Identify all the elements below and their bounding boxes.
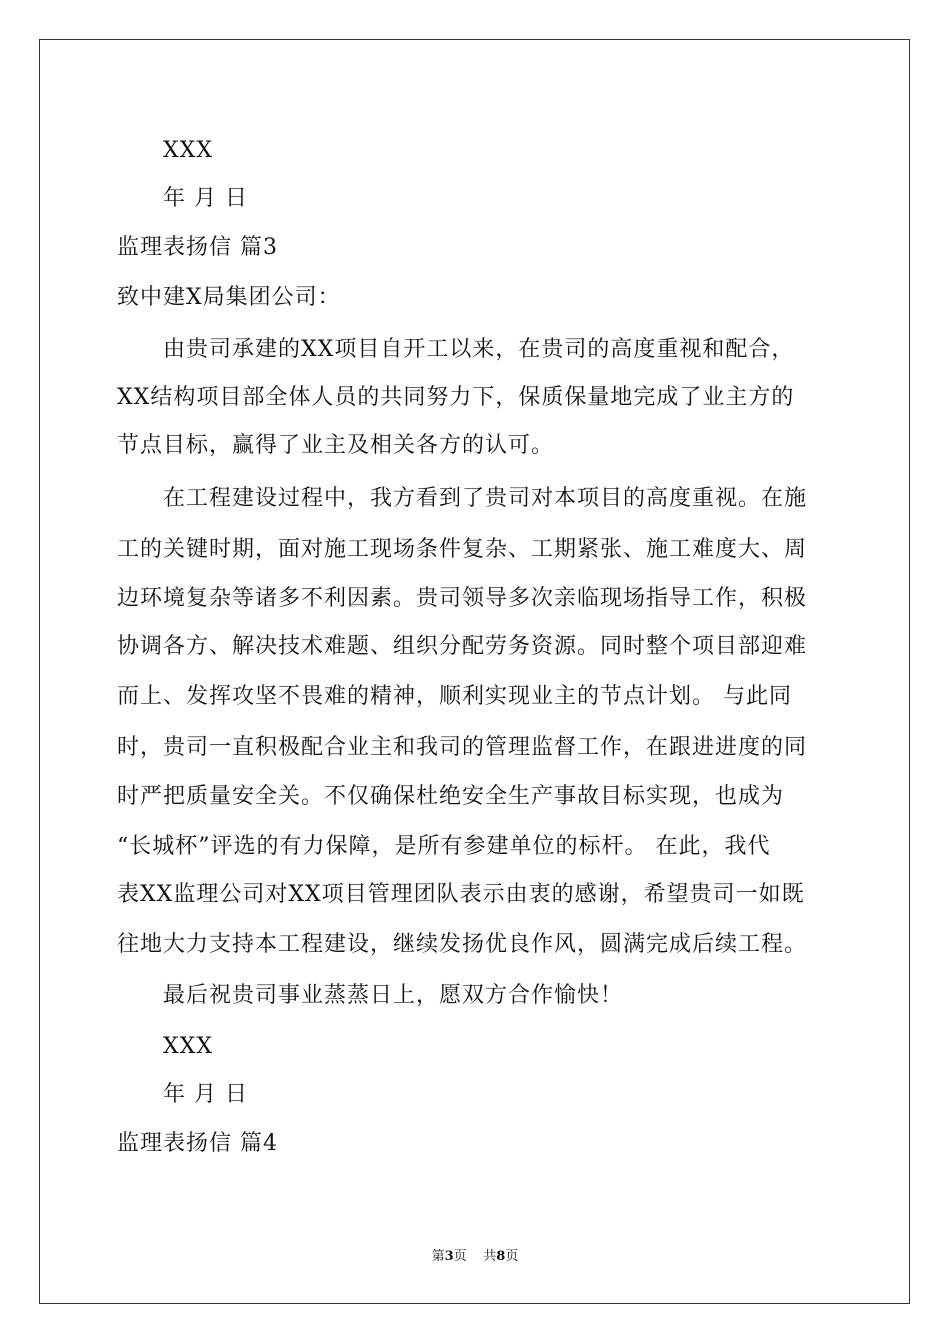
closing-wish: 最后祝贵司事业蒸蒸日上，愿双方合作愉快！ <box>163 983 624 1008</box>
paragraph-line: 而上、发挥攻坚不畏难的精神，顺利实现业主的节点计划。 与此同 <box>117 684 792 709</box>
paragraph-line: 工的关键时期，面对施工现场条件复杂、工期紧张、施工难度大、周 <box>117 537 808 562</box>
signature-line: XXX <box>163 138 213 163</box>
paragraph-line: 往地大力支持本工程建设，继续发扬优良作风，圆满完成后续工程。 <box>117 932 808 957</box>
paragraph-line: “长城杯”评选的有力保障，是所有参建单位的标杆。 在此，我代 <box>117 834 771 859</box>
date-line: 年 月 日 <box>163 186 248 211</box>
paragraph-line: 由贵司承建的XX项目自开工以来，在贵司的高度重视和配合， <box>163 337 795 362</box>
page-border <box>39 39 910 1304</box>
paragraph-line: 在工程建设过程中，我方看到了贵司对本项目的高度重视。在施 <box>163 486 808 511</box>
date-line: 年 月 日 <box>163 1082 248 1107</box>
paragraph-line: 协调各方、解决技术难题、组织分配劳务资源。同时整个项目部迎难 <box>117 634 808 659</box>
section-heading: 监理表扬信 篇3 <box>117 235 278 260</box>
page-prefix: 第 <box>431 1249 445 1264</box>
paragraph-line: 时，贵司一直积极配合业主和我司的管理监督工作，在跟进进度的同 <box>117 735 808 760</box>
paragraph-line: 时严把质量安全关。不仅确保杜绝安全生产事故目标实现，也成为 <box>117 784 785 809</box>
page-suffix: 页 <box>453 1249 467 1264</box>
total-suffix: 页 <box>505 1249 519 1264</box>
signature-line: XXX <box>163 1034 213 1059</box>
page-footer <box>0 1248 950 1266</box>
salutation: 致中建X局集团公司： <box>117 285 341 310</box>
paragraph-line: 边环境复杂等诸多不利因素。贵司领导多次亲临现场指导工作，积极 <box>117 586 808 611</box>
section-heading: 监理表扬信 篇4 <box>117 1131 278 1156</box>
paragraph-line: 节点目标，赢得了业主及相关各方的认可。 <box>117 433 555 458</box>
total-pages: 8 <box>496 1249 506 1264</box>
total-prefix: 共 <box>483 1249 497 1264</box>
paragraph-line: 表XX监理公司对XX项目管理团队表示由衷的感谢，希望贵司一如既 <box>117 882 805 907</box>
page-number: 3 <box>444 1249 454 1264</box>
paragraph-line: XX结构项目部全体人员的共同努力下，保质保量地完成了业主方的 <box>117 385 795 410</box>
